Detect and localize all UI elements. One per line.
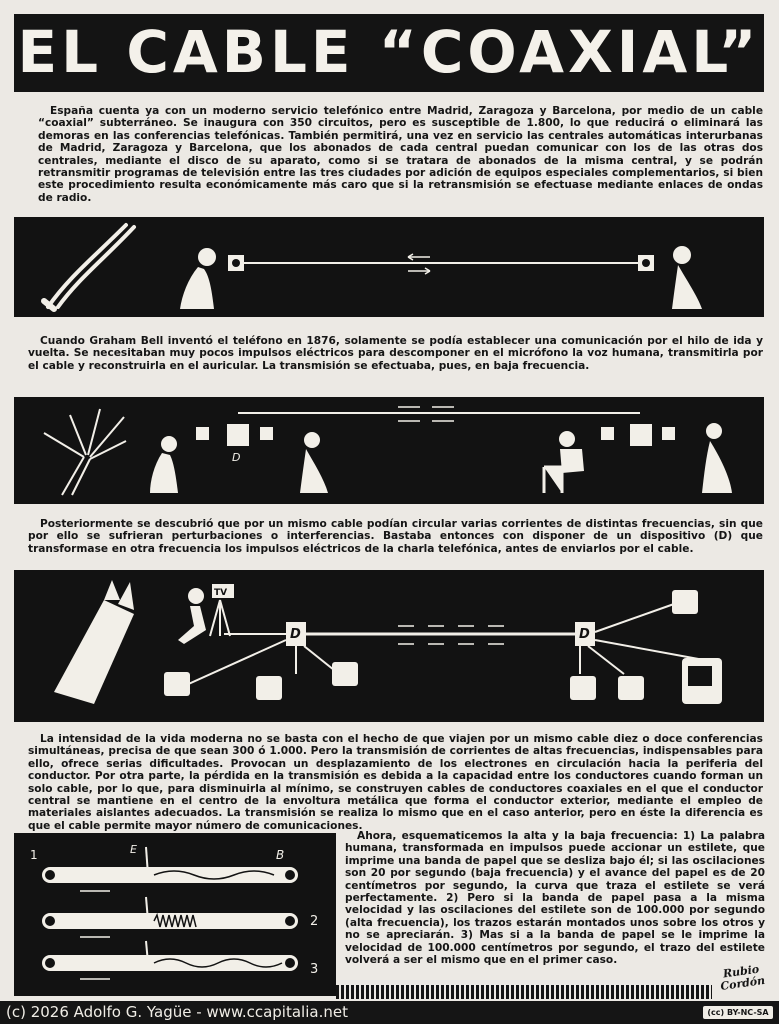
device-left-label: D	[232, 451, 241, 464]
telephone-3-icon	[601, 427, 614, 440]
listener-figure-right	[672, 246, 702, 309]
coaxial-tv-illustration	[14, 570, 764, 722]
scheme-label-b: B	[276, 848, 285, 862]
branch-wires	[178, 604, 704, 686]
paper-band-diagram	[14, 833, 336, 996]
camera-tripod	[210, 600, 230, 636]
paper-band-scheme-illustration	[14, 833, 336, 996]
tv-cameraman-figure	[178, 588, 206, 644]
decorative-stripe	[336, 985, 712, 999]
multiplex-diagram	[14, 397, 764, 504]
scheme-label-e: E	[130, 843, 137, 856]
caller-figure-1	[150, 436, 178, 493]
cable-fan-icon	[44, 409, 126, 495]
twin-wire-icon	[44, 225, 134, 309]
coaxial-cable-bundle-icon	[54, 580, 134, 704]
device-d-right-icon	[630, 424, 652, 446]
scheme-paragraph: Ahora, esquematicemos la alta y la baja frecuencia: 1) La palabra humana, transformada en impulsos puede accionar un estilete, que imprime una banda de papel que se desliza bajo él; si las oscilaciones son 20 por segundo (baja frecuencia) y el avance del papel es de 20 centímetros por segundo, la curva que traza el estilete se verá perfectamente. 2) Pero si la banda de papel pasa a la misma velocidad y las oscilaciones del estilete son de 100.000 por segundo (alta frecuencia), los trazos estarán montados unos sobre los otros y no se apreciarán. 3) Mas si a la banda de papel se le imprime la velocidad de 100.000 centímetros por segundo, el trazo del estilete volverá a ser el mismo que en el primer caso.	[345, 830, 765, 967]
telephone-4-icon	[662, 427, 675, 440]
caller-figure-left	[180, 248, 216, 309]
device-d-right-label: D	[579, 627, 590, 642]
caller-figure-2	[300, 432, 328, 493]
device-d-left-label: D	[290, 627, 301, 642]
bell-paragraph: Cuando Graham Bell inventó el teléfono en 1876, solamente se podía establecer una comunicación por el hilo de ida y vuelta. Se necesitaban muy pocos impulsos eléctricos para descomponer en el micrófono la voz humana, transmitirla por el cable y reconstruirla en el auricular. La transmisión se efectuaba, pues, en baja frecuencia.	[28, 335, 763, 372]
copyright-text: (c) 2026 Adolfo G. Yagüe - www.ccapitalia.net	[6, 1003, 348, 1021]
telephone-1-icon	[196, 427, 209, 440]
coaxial-diagram	[14, 570, 764, 722]
listener-figure-3	[702, 423, 732, 493]
illustrator-signature: Rubio Cordón	[719, 962, 766, 994]
device-d-left-icon	[227, 424, 249, 446]
seated-caller-figure	[544, 431, 584, 493]
stylus-icons	[146, 847, 148, 963]
modern-paragraph: La intensidad de la vida moderna no se basta con el hecho de que viajen por un mismo cable diez o doce conferencias simultáneas, precisa de que sean 300 ó 1.000. Pero la transmisión de corrientes de altas frecuencias, indispensables para ello, ofrece serias dificultades. Provocan un desplazamiento de los electrones en circulación hacia la periferia del conductor. Por otra parte, la pérdida en la transmisión es debida a la capacidad entre los conductores cuando forman un solo cable, por lo que, para disminuirla al mínimo, se construyen cables de conductores coaxiales en el que el conductor central se mantiene en el centro de la envoltura metálica que forma el conductor exterior, mediante el empleo de materiales aislantes adecuados. La transmisión se realiza lo mismo que en el caso anterior, pero en éste la diferencia es que el cable permite mayor número de comunicaciones.	[28, 733, 763, 832]
copyright-footer	[0, 1001, 779, 1024]
scheme-label-3: 3	[310, 962, 319, 977]
intro-paragraph: España cuenta ya con un moderno servicio telefónico entre Madrid, Zaragoza y Barcelona, por medio de un cable “coaxial” subterráneo. Se inaugura con 350 circuitos, pero es susceptible de 1.800, lo que reducirá o eliminará las demoras en las conferencias telefónicas. También permitirá, una vez en servicio las centrales automáticas interurbanas de Madrid, Zaragoza y Barcelona, que los abonados de cada central puedan comunicar con los de las otras dos centrales, mediante el disco de su aparato, como si se tratara de abonados de la misma central, y se podrán retransmitir programas de televisión entre las tres ciudades por adición de equipos especiales complementarios, si bien este procedimiento resulta económicamente más caro que si la retransmisión se efectuase mediante enlaces de ondas de radio.	[38, 105, 763, 204]
page-title: EL CABLE “COAXIAL”	[17, 18, 761, 86]
scheme-label-1: 1	[30, 848, 38, 862]
tv-label: TV	[214, 588, 228, 598]
bell-telephone-illustration	[14, 217, 764, 317]
title-banner	[14, 14, 764, 92]
frequency-multiplex-illustration	[14, 397, 764, 504]
frequencies-paragraph: Posteriormente se descubrió que por un mismo cable podían circular varias corrientes de distintas frecuencias, sin que por ello se sufrieran perturbaciones o interferencias. Bastaba entonces con disponer de un dispositivo (D) que transformase en otra frecuencia los impulsos eléctricos de la charla telefónica, antes de enviarlos por el cable.	[28, 518, 763, 555]
bell-diagram	[14, 217, 764, 317]
license-badge: (cc) BY-NC-SA	[703, 1006, 773, 1019]
telephone-2-icon	[260, 427, 273, 440]
scheme-label-2: 2	[310, 914, 319, 929]
